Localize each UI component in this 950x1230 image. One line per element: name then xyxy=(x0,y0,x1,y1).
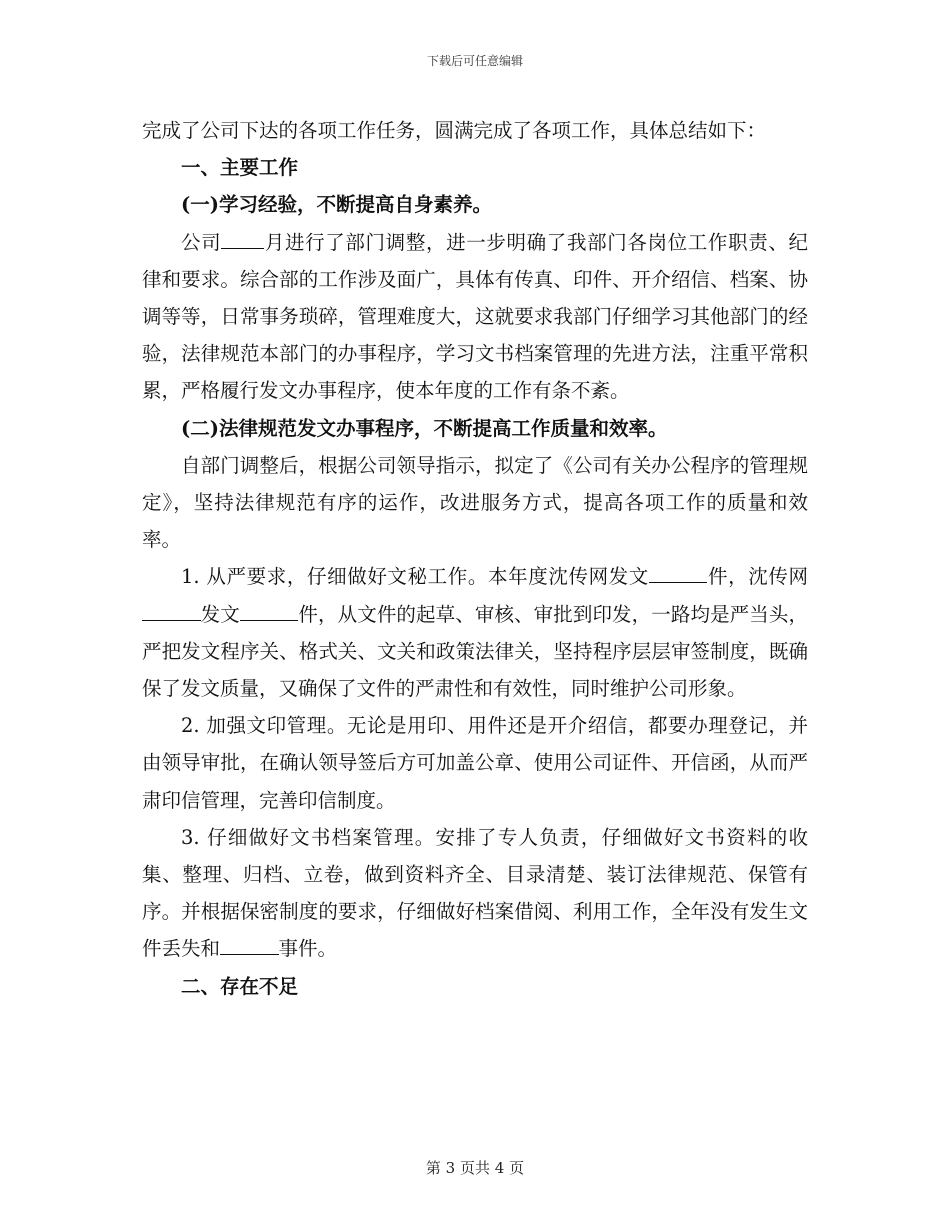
page-footer: 第 3 页共 4 页 xyxy=(425,1159,525,1177)
section-heading-shortcomings: 二、存在不足 xyxy=(181,974,299,998)
text-segment: 月进行了部门调整，进一步明确了我部门各岗位工作职责、纪律和要求。综合部的工作涉及面广，具体有传真、印件、开介绍信、档案、协调等等，日常事务琐碎，管理难度大，这就要求我部门仔细学习其他部门的经验，法律规范本部门的办事程序，学习文书档案管理的先进方法，注重平常积累，严格履行发文办事程序，使本年度的工作有条不紊。 xyxy=(142,230,808,403)
fill-blank xyxy=(221,248,264,249)
fill-blank xyxy=(142,620,201,621)
fill-blank xyxy=(649,582,708,583)
fill-blank xyxy=(240,620,299,621)
text-segment: 事件。 xyxy=(278,937,338,961)
text-segment: 发文 xyxy=(200,602,240,626)
fill-blank xyxy=(220,954,279,955)
text-segment: 公司 xyxy=(181,230,222,254)
paragraph-archive-management xyxy=(142,819,808,968)
section-heading-main-work: 一、主要工作 xyxy=(181,156,299,180)
document-body xyxy=(142,112,808,1005)
paragraph-department-adjust xyxy=(142,224,808,410)
text-segment: 3. 仔细做好文书档案管理。安排了专人负责，仔细做好文书资料的收集、整理、归档、立卷，做到资料齐全、目录清楚、装订法律规范、保管有序。并根据保密制度的要求，仔细做好档案借阅、利用工作，全年没有发生文件丢失和 xyxy=(142,825,808,961)
intro-paragraph: 完成了公司下达的各项工作任务，圆满完成了各项工作，具体总结如下： xyxy=(142,119,767,142)
paragraph-regulations: 自部门调整后，根据公司领导指示，拟定了《公司有关办公程序的管理规定》，坚持法律规范有序的运作，改进服务方式，提高各项工作的质量和效率。 xyxy=(142,453,808,552)
paragraph-secretarial-work xyxy=(142,558,808,707)
text-segment: 件，从文件的起草、审核、审批到印发，一路均是严当头，严把发文程序关、格式关、文关和政策法律关，坚持程序层层审签制度，既确保了发文质量，又确保了文件的严肃性和有效性，同时维护公司形象。 xyxy=(142,602,808,701)
text-segment: 件，沈传网 xyxy=(707,565,808,589)
subheading-standardize-procedure: (二)法律规范发文办事程序，不断提高工作质量和效率。 xyxy=(181,416,668,440)
page-header: 下载后可任意编辑 xyxy=(426,54,523,68)
paragraph-seal-management: 2. 加强文印管理。无论是用印、用件还是开介绍信，都要办理登记，并由领导审批，在确认领导签后方可加盖公章、使用公司证件、开信函，从而严肃印信管理，完善印信制度。 xyxy=(142,714,808,812)
subheading-learn-experience: (一)学习经验，不断提高自身素养。 xyxy=(181,193,492,217)
text-segment: 1. 从严要求，仔细做好文秘工作。本年度沈传网发文 xyxy=(181,565,649,589)
